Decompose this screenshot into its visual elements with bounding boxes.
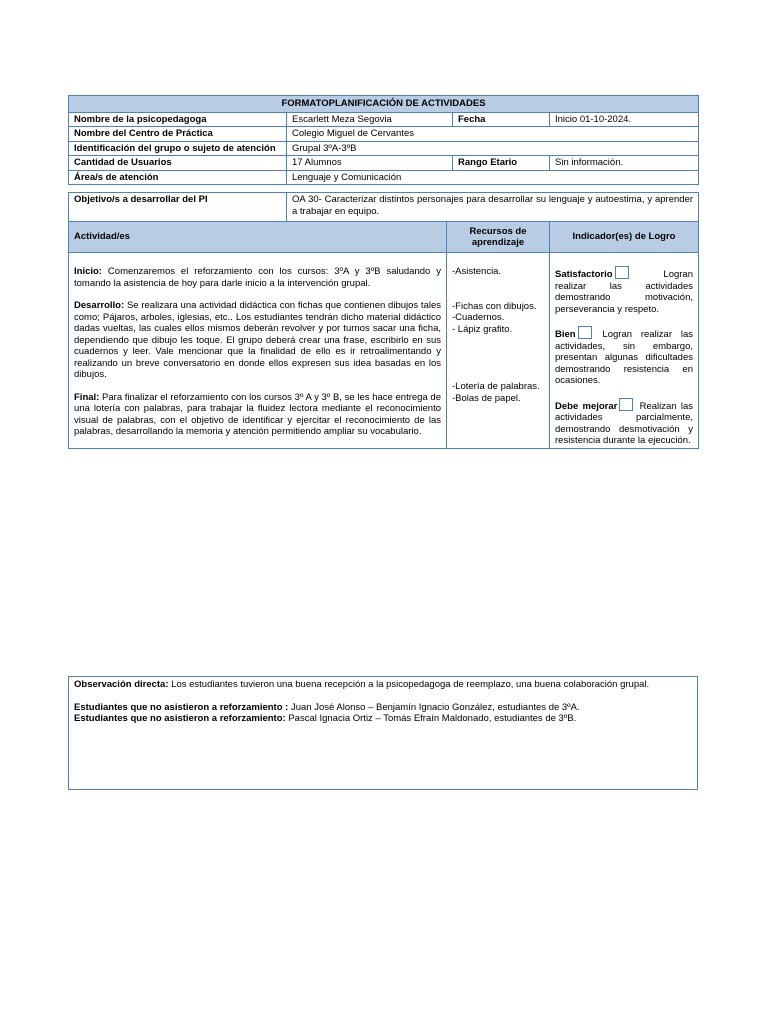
fecha-value: Inicio 01-10-2024. [550,112,699,127]
desarrollo-text: Se realizara una actividad didáctica con fichas que contienen dibujos tales como; Pájaros, arboles, iglesias, etc.. Los estudiantes tendrán dicho material didáctico dadas vueltas, las cuales ellos mismos deberán revolver y por turnos sacar una ficha, dependiendo que dibujo les toque. El grupo deberá crear una frase, escribirlo en sus cuadernos y leer. Vale mencionar que la finalidad de ello es ir retroalimentando y realizando un breve conversatorio en donde ellos expresen sus idea basadas en los dibujos. [74,300,441,380]
indicador-header: Indicador(es) de Logro [550,222,699,253]
ausentes-3b-label: Estudiantes que no asistieron a reforzamiento: [74,713,286,724]
ausentes-3a [74,702,692,714]
observacion-section [68,676,698,790]
mejorar-checkbox[interactable] [619,398,633,411]
inicio-paragraph [74,266,441,289]
mejorar-label: Debe mejorar [555,400,618,412]
observacion-text: Los estudiantes tuvieron una buena recepción a la psicopedagoga de reemplazo, una buena colaboración grupal. [168,679,650,690]
fecha-label: Fecha [453,112,550,127]
usuarios-label: Cantidad de Usuarios [69,156,287,171]
header-table [68,95,699,185]
final-text: Para finalizar el reforzamiento con los cursos 3º A y 3º B, se les hace entrega de una lotería con palabras, para trabajar la fluidez lectora mediante el reconocimiento visual de palabras, con el objetivo de identificar y ejercitar el reconocimiento de las palabras, desarrollando la memoria y atención permitiendo ampliar su vocabulario. [74,391,441,437]
psicopedagoga-value: Escarlett Meza Segovia [287,112,453,127]
satisfactorio-text: Logran realizar las actividades demostrando motivación, perseverancia y respeto. [555,269,693,315]
observacion-cell [69,677,698,790]
indicadores-cell [550,253,699,449]
desarrollo-paragraph [74,300,441,381]
actividades-header: Actividad/es [69,222,447,253]
rango-value: Sin información. [550,156,699,171]
ausentes-3b [74,713,692,725]
ausentes-3b-text: Pascal Ignacia Ortiz – Tomás Efraín Maldonado, estudiantes de 3ºB. [285,713,577,724]
plan-section [68,192,698,449]
ausentes-3a-label: Estudiantes que no asistieron a reforzamiento : [74,701,289,713]
centro-value: Colegio Miguel de Cervantes [287,127,699,142]
recurso-loteria: -Lotería de palabras. [452,381,540,392]
inicio-label: Inicio: [74,266,102,277]
indicador-mejorar [555,398,693,447]
final-paragraph [74,392,441,438]
bien-checkbox[interactable] [578,326,592,339]
recurso-bolas: -Bolas de papel. [452,392,521,404]
grupo-label: Identificación del grupo o sujeto de atención [69,141,287,156]
recurso-lapiz: - Lápiz grafito. [452,323,513,335]
satisfactorio-checkbox[interactable] [615,266,629,279]
inicio-text: Comenzaremos el reforzamiento con los cursos: 3ºA y 3ºB saludando y tomando la asistencia de hoy para darle inicio a la intervención grupal. [74,266,441,289]
objetivo-label: Objetivo/s a desarrollar del PI [69,193,287,222]
observacion-label: Observación directa: [74,679,169,690]
recurso-asistencia: -Asistencia. [452,266,502,277]
mejorar-text: Realizan las actividades parcialmente, demostrando desmotivación y resistencia durante la ejecución. [555,400,693,446]
area-value: Lenguaje y Comunicación [287,170,699,185]
desarrollo-label: Desarrollo: [74,300,125,311]
psicopedagoga-label: Nombre de la psicopedagoga [69,112,287,127]
ausentes-3a-text: Juan José Alonso – Benjamín Ignacio González, estudiantes de 3ºA. [288,701,580,713]
indicador-bien [555,326,693,387]
recursos-cell [447,253,550,449]
grupo-value: Grupal 3ºA-3ºB [287,141,699,156]
objetivo-value: OA 30- Caracterizar distintos personajes para desarrollar su lenguaje y autoestima, y aprender a trabajar en equipo. [287,193,699,222]
bien-text: Logran realizar las actividades, sin embargo, presentan algunas dificultades demostrando resistencia en ocasiones. [555,329,693,386]
satisfactorio-label: Satisfactorio [555,269,613,280]
bien-label: Bien [555,329,576,340]
recurso-cuadernos: -Cuadernos. [452,312,505,323]
area-label: Área/s de atención [69,170,287,185]
actividades-cell [69,253,447,449]
rango-label: Rango Etario [453,156,550,171]
centro-label: Nombre del Centro de Práctica [69,127,287,142]
recurso-fichas: -Fichas con dibujos. [452,300,537,312]
header-section [68,95,698,185]
usuarios-value: 17 Alumnos [287,156,453,171]
recursos-header: Recursos de aprendizaje [447,222,550,253]
indicador-satisfactorio [555,266,693,315]
plan-table [68,192,699,449]
form-title: FORMATOPLANIFICACIÓN DE ACTIVIDADES [69,96,699,113]
observacion-table [68,676,698,790]
final-label: Final: [74,391,100,403]
observacion-paragraph [74,679,692,691]
